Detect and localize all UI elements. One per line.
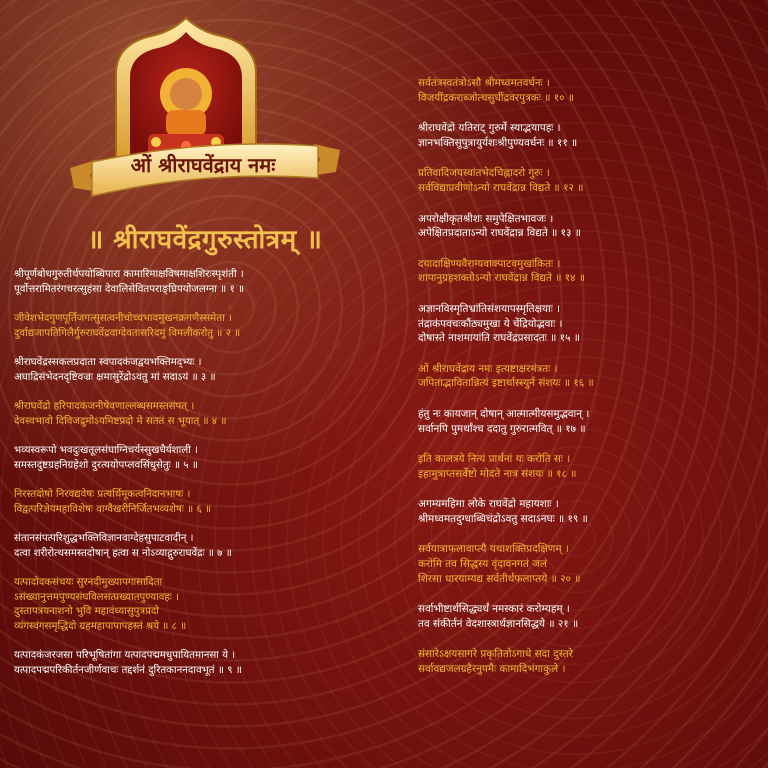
verse-line: पूर्वोत्तरामितरंगचरत्सुहंसा देवालिसेवितपराङ्घ्रिपयोजलग्ना ॥ १ ॥: [14, 283, 245, 295]
verse-line: अपेक्षितप्रदाताऽन्यो राघवेंद्रान्न विद्यते ॥ १३ ॥: [418, 227, 581, 240]
verse-line: दोषास्ते नाशमायांति राघवेंद्रप्रसादतः ॥ १५ ॥: [418, 332, 580, 345]
verse-line: विद्वत्परिज्ञेयमहाविशेषः वाग्वैखरीनिर्जितभव्यशेषः ॥ ६ ॥: [14, 503, 212, 515]
verse-line: सर्वाभीष्टार्थसिद्ध्यर्थं नमस्कारं करोम्यहम् ।: [418, 603, 570, 616]
banner-mantra: ओं श्रीराघवेंद्राय नमः: [130, 153, 276, 177]
verse-block: [14, 312, 386, 341]
verse-line: श्रीराघवेंद्रो यतिराट् गुरुर्मे स्याद्भयापहः ।: [418, 122, 561, 135]
verse-line: व्यंगस्वंगसमृद्धिदो ग्रहमहापापापहस्तं श्रये ॥ ८ ॥: [14, 620, 187, 632]
verse-block: [418, 602, 758, 631]
verse-line: दत्वा शरीरोत्थसमस्तदोषान् हत्वा स नोऽव्याद्गुरुराघवेंद्रः ॥ ७ ॥: [14, 547, 232, 559]
verse-line: करोमि तव सिद्धस्य वृंदावनगतं जलं: [418, 558, 547, 571]
verse-line: निरस्तदोषो निरवद्यवेषः प्रत्यर्थिमूकत्वनिदानभाषः ।: [14, 489, 191, 500]
verse-block: [14, 444, 386, 473]
verse-line: शिरसा धारयाम्यद्य सर्वतीर्थफलाप्तये ॥ २० ॥: [418, 572, 581, 585]
verse-line: ऽसंख्यानुत्तमपुण्यसंघविलसत्प्रख्यातपुण्यावहः ।: [14, 591, 179, 603]
verse-block: [418, 647, 758, 676]
verse-line: दुस्तापत्रयनाशनो भुवि महावंध्यासुपुत्रप्रदो: [14, 606, 159, 617]
verse-line: अपरोक्षीकृतश्रीशः समुपेक्षितभावजः ।: [418, 212, 554, 225]
verse-line: इति कालत्रये नित्यं प्रार्थनां यः करोति सः ।: [418, 453, 571, 466]
verse-line: जीवेशभेदगुणपूर्तिजगत्सुसत्वनीचोच्चभावमुखनक्रगणैस्समेता ।: [14, 313, 232, 324]
verse-line: ओं श्रीराघवेंद्राय नमः इत्यष्टाक्षरमंत्रतः ।: [418, 362, 558, 375]
verse-line: यत्पादोदकसंचयः सुरनदीमुख्यापगासादिता: [14, 577, 163, 588]
verse-block: [418, 542, 758, 586]
verse-column-left: [14, 268, 386, 693]
verse-line: श्रीमध्वमतदुग्धाब्धिचंद्रोऽवतु सदाऽनघः ॥ १९ ॥: [418, 512, 588, 525]
verse-block: [418, 362, 758, 391]
verse-line: सर्वानपि पुमर्थांश्च ददातु गुरुरात्मवित् ॥ १७ ॥: [418, 422, 586, 435]
verse-block: [14, 649, 386, 678]
verse-block: [418, 302, 758, 346]
verse-line: दुर्वाद्यजापतिगिलैर्गुरुराघवेंद्रवाग्देवतासरिदमुं विमलीकरोतु ॥ २ ॥: [14, 327, 241, 339]
verse-line: तव संकीर्तनं वेदशास्त्रार्थज्ञानसिद्धये ॥ २१ ॥: [418, 617, 579, 630]
verse-block: [418, 257, 758, 286]
verse-block: [14, 488, 386, 517]
verse-line: हंतु नः कायजान् दोषान् आत्मात्मीयसमुद्भवान् ।: [418, 407, 590, 420]
verse-block: [14, 532, 386, 561]
verse-block: [14, 356, 386, 385]
verse-block: [418, 166, 758, 195]
verse-line: ज्ञानभक्तिसुपुत्रायुर्यशःश्रीपुण्यवर्धनः ॥ ११ ॥: [418, 136, 578, 149]
verse-line: भव्यस्वरूपो भवदुःखतूलसंघाग्निचर्यस्सुखधैर्यशाली ।: [14, 445, 198, 456]
verse-line: यत्पादपद्मपरिकीर्तनजीर्णवाचः तद्दर्शनं दुरितकाननदावभूतं ॥ ९ ॥: [14, 664, 242, 676]
verse-line: सर्वयात्राफलावाप्त्यै यथाशक्तिप्रदक्षिणम् ।: [418, 543, 569, 556]
verse-line: प्रतिवादिजयस्वांतभेदचिह्नादरो गुरुः ।: [418, 167, 550, 180]
verse-line: विजयींद्रकराब्जोत्थसुधींद्रवरपुत्रकः ॥ १० ॥: [418, 91, 575, 104]
verse-line: शापानुग्रहशक्तोऽन्यो राघवेंद्रान्न विद्यते ॥ १४ ॥: [418, 272, 586, 285]
verse-block: [14, 400, 386, 429]
verse-line: देवस्वभावो दिविजद्रुमोऽयमिष्टप्रदो मे सततं स भूयात् ॥ ४ ॥: [14, 415, 227, 427]
verse-line: अगम्यमहिमा लोके राघवेंद्रो महायशाः ।: [418, 498, 559, 511]
verse-line: सर्वविद्याप्रवीणोऽन्यो राघवेंद्रान्न विद्यते ॥ १२ ॥: [418, 181, 584, 194]
verse-line: समस्तदुष्टग्रहनिग्रहेशो दुरत्ययोपप्लवसिंधुसेतुः ॥ ५ ॥: [14, 459, 198, 471]
verse-block: [418, 407, 758, 436]
verse-line: इहामुत्राप्तसर्वेष्टो मोदते नात्र संशयः ॥ १८ ॥: [418, 467, 577, 480]
verse-line: यत्पादकंजरजसा परिभूषितांगा यत्पादपद्ममधुपायितमानसा ये ।: [14, 650, 236, 661]
verse-line: जपिताद्भावितान्नित्यं इष्टार्थास्स्युर्न संशयः ॥ १६ ॥: [418, 377, 594, 390]
verse-column-right: [418, 76, 758, 693]
verse-block: [14, 268, 386, 297]
verse-line: तंद्राकंपवचःकौंठ्यमुखा ये चेंद्रियोद्भवाः ।: [418, 317, 563, 330]
verse-line: संसारेऽक्षयसागरे प्रकृतितोऽगाधे सदा दुस्तरे: [418, 648, 573, 661]
verse-block: [418, 452, 758, 481]
verse-line: श्रीराघवेंद्रस्सकलप्रदाता स्वपादकंजद्वयभक्तिमद्भ्यः ।: [14, 357, 202, 368]
verse-block: [14, 576, 386, 634]
verse-line: सर्वतंत्रस्वतंत्रोऽसौ श्रीमध्वमतवर्धनः ।: [418, 77, 550, 89]
verse-block: [418, 121, 758, 150]
verse-block: [418, 497, 758, 526]
verse-line: संतानसंपत्परिशुद्धभक्तिविज्ञानवाग्देहसुपाटवादीन् ।: [14, 533, 194, 544]
verse-line: अज्ञानविस्मृतिभ्रांतिसंशयापस्मृतिक्षयाः ।: [418, 302, 561, 315]
page-title: ॥ श्रीराघवेंद्रगुरुस्तोत्रम् ॥: [87, 225, 323, 255]
verse-line: दयादाक्षिण्यवैराग्यवाक्पाटवमुखांकितः ।: [418, 257, 561, 270]
verse-block: [418, 212, 758, 241]
verse-line: अघाद्रिसंभेदनदृष्टिवज्रः क्षमासुरेंद्रोऽवतु मां सदाऽयं ॥ ३ ॥: [14, 371, 216, 383]
verse-block: [418, 76, 758, 105]
verse-line: श्रीराघवेंद्रो हरिपादकंजनीषेवणाल्लब्धसमस्तसंपत् ।: [14, 401, 195, 412]
verse-line: श्रीपूर्णबोधगुरुतीर्थपयोब्धिपारा कामारिमाक्षविषमाक्षशिरःस्पृशंती ।: [14, 269, 244, 280]
verse-line: सर्वावद्यजलग्रहैरनुपमैः कामादिभंगाकुले ।: [418, 663, 566, 676]
